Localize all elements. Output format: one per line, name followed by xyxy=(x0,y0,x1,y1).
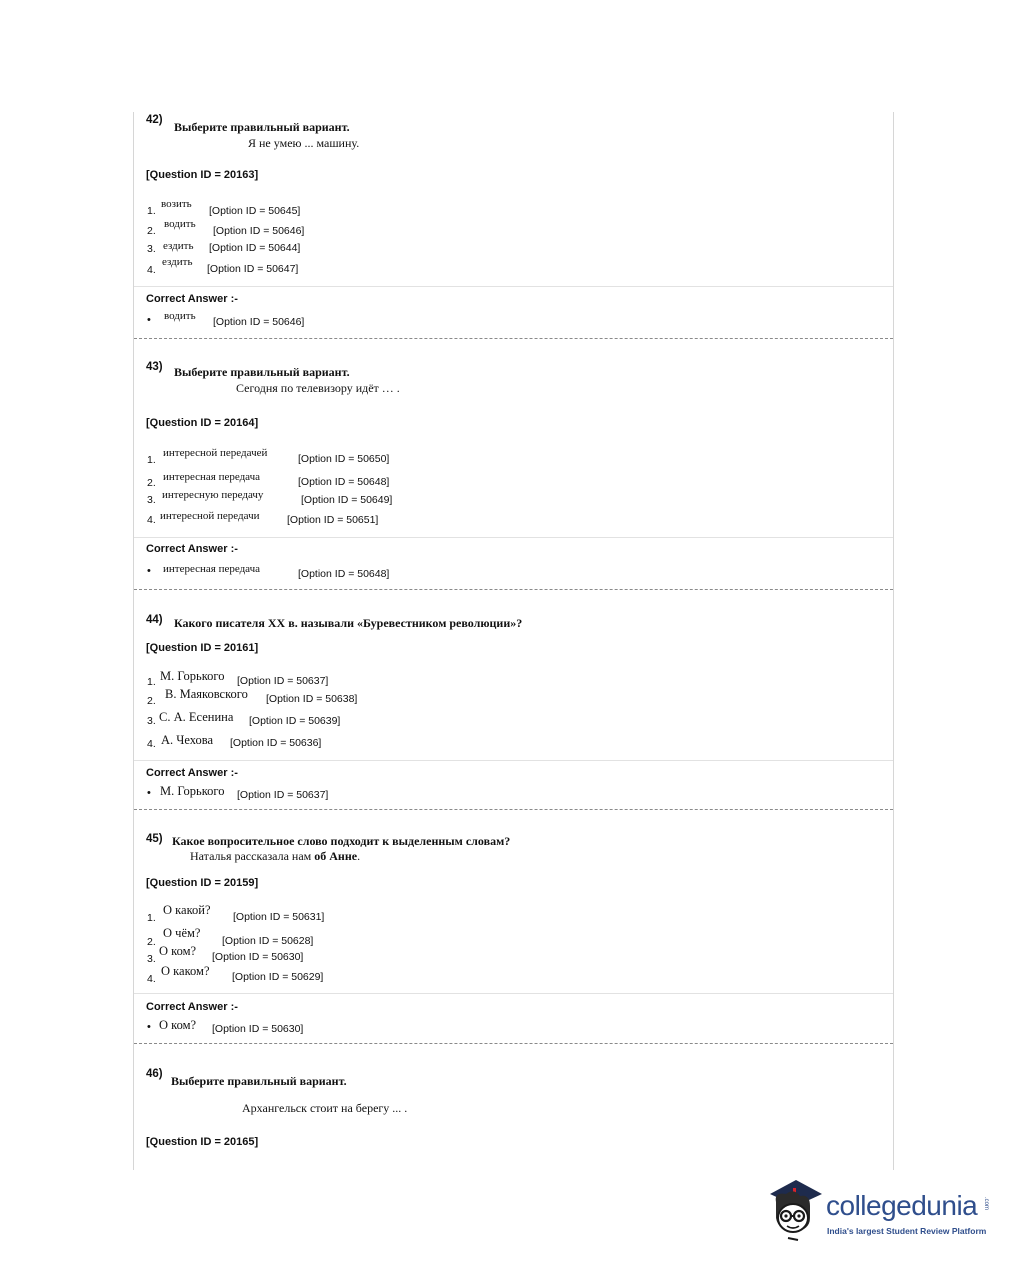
option-text: О какой? xyxy=(163,903,211,917)
option-number: 4. xyxy=(147,738,156,750)
option-text: А. Чехова xyxy=(161,733,214,747)
logo-suffix: .com xyxy=(983,1197,989,1211)
question-id: [Question ID = 20164] xyxy=(146,417,259,429)
question-number: 45) xyxy=(146,833,163,845)
option-text: В. Маяковского xyxy=(165,687,248,701)
question-sentence: Архангельск стоит на берегу ... . xyxy=(242,1101,408,1115)
question-number: 44) xyxy=(146,614,163,626)
option-id: [Option ID = 50637] xyxy=(237,675,329,687)
question-number: 43) xyxy=(146,361,163,373)
option-number: 1. xyxy=(147,912,156,924)
option-id: [Option ID = 50629] xyxy=(232,971,324,983)
question-id: [Question ID = 20159] xyxy=(146,877,259,889)
option-text: интересной передачи xyxy=(160,510,260,522)
option-id: [Option ID = 50648] xyxy=(298,476,390,488)
option-text: водить xyxy=(164,218,196,230)
answer-option-id: [Option ID = 50630] xyxy=(212,1023,304,1035)
correct-answer-label: Correct Answer :- xyxy=(146,767,238,779)
logo-tagline: India's largest Student Review Platform xyxy=(827,1226,987,1236)
correct-answer-label: Correct Answer :- xyxy=(146,543,238,555)
option-number: 4. xyxy=(147,264,156,276)
option-text: О каком? xyxy=(161,964,210,978)
divider xyxy=(134,537,893,538)
option-text: С. А. Есенина xyxy=(159,710,234,724)
answer-text: О ком? xyxy=(159,1018,197,1032)
option-text: ездить xyxy=(162,256,193,268)
bullet: • xyxy=(147,787,151,799)
answer-option-id: [Option ID = 50646] xyxy=(213,316,305,328)
option-text: интересную передачу xyxy=(162,489,264,501)
option-id: [Option ID = 50638] xyxy=(266,693,358,705)
option-number: 3. xyxy=(147,494,156,506)
option-id: [Option ID = 50630] xyxy=(212,951,304,963)
option-number: 1. xyxy=(147,454,156,466)
option-id: [Option ID = 50639] xyxy=(249,715,341,727)
option-text: О ком? xyxy=(159,944,197,958)
sentence-text: Наталья рассказала нам xyxy=(190,849,315,863)
option-text: интересной передачей xyxy=(163,447,268,459)
question-sentence: Сегодня по телевизору идёт … . xyxy=(236,381,400,395)
option-id: [Option ID = 50631] xyxy=(233,911,325,923)
option-number: 4. xyxy=(147,514,156,526)
correct-answer-label: Correct Answer :- xyxy=(146,293,238,305)
question-separator xyxy=(134,589,893,590)
bullet: • xyxy=(147,1021,151,1033)
option-text: возить xyxy=(161,198,192,210)
answer-text: интересная передача xyxy=(163,563,261,575)
option-number: 3. xyxy=(147,243,156,255)
question-paper xyxy=(133,112,894,1170)
collegedunia-logo xyxy=(766,1178,996,1244)
option-id: [Option ID = 50649] xyxy=(301,494,393,506)
option-id: [Option ID = 50651] xyxy=(287,514,379,526)
option-number: 3. xyxy=(147,715,156,727)
bullet: • xyxy=(147,314,151,326)
sentence-end: . xyxy=(357,849,361,863)
question-sentence xyxy=(190,849,360,864)
answer-option-id: [Option ID = 50637] xyxy=(237,789,329,801)
option-id: [Option ID = 50647] xyxy=(207,263,299,275)
option-id: [Option ID = 50646] xyxy=(213,225,305,237)
bullet: • xyxy=(147,565,151,577)
option-number: 4. xyxy=(147,973,156,985)
option-id: [Option ID = 50636] xyxy=(230,737,322,749)
question-text: Какого писателя XX в. называли «Буревестником революции»? xyxy=(174,616,523,630)
student-mascot-icon xyxy=(766,1178,824,1244)
option-text: ездить xyxy=(163,240,194,252)
question-separator xyxy=(134,338,893,339)
option-number: 2. xyxy=(147,695,156,707)
answer-text: М. Горького xyxy=(160,784,225,798)
question-text: Выберите правильный вариант. xyxy=(174,365,350,379)
option-number: 2. xyxy=(147,936,156,948)
question-text: Какое вопросительное слово подходит к выделенным словам? xyxy=(172,834,511,848)
question-id: [Question ID = 20163] xyxy=(146,169,259,181)
question-separator xyxy=(134,809,893,810)
question-sentence: Я не умею ... машину. xyxy=(248,136,360,150)
option-id: [Option ID = 50644] xyxy=(209,242,301,254)
option-text: интересная передача xyxy=(163,471,261,483)
question-id: [Question ID = 20165] xyxy=(146,1136,259,1148)
option-number: 1. xyxy=(147,205,156,217)
option-text: О чём? xyxy=(163,926,201,940)
question-text: Выберите правильный вариант. xyxy=(174,120,350,134)
answer-option-id: [Option ID = 50648] xyxy=(298,568,390,580)
option-id: [Option ID = 50645] xyxy=(209,205,301,217)
question-number: 46) xyxy=(146,1068,163,1080)
option-number: 1. xyxy=(147,676,156,688)
divider xyxy=(134,993,893,994)
question-separator xyxy=(134,1043,893,1044)
highlighted-words: об Анне xyxy=(314,849,358,863)
question-id: [Question ID = 20161] xyxy=(146,642,259,654)
option-number: 2. xyxy=(147,225,156,237)
option-number: 3. xyxy=(147,953,156,965)
divider xyxy=(134,760,893,761)
logo-wordmark: collegedunia xyxy=(826,1190,978,1221)
option-id: [Option ID = 50650] xyxy=(298,453,390,465)
option-text: М. Горького xyxy=(160,669,225,683)
question-number: 42) xyxy=(146,114,163,126)
question-text: Выберите правильный вариант. xyxy=(171,1074,347,1088)
correct-answer-label: Correct Answer :- xyxy=(146,1001,238,1013)
divider xyxy=(134,286,893,287)
answer-text: водить xyxy=(164,310,196,322)
option-number: 2. xyxy=(147,477,156,489)
option-id: [Option ID = 50628] xyxy=(222,935,314,947)
